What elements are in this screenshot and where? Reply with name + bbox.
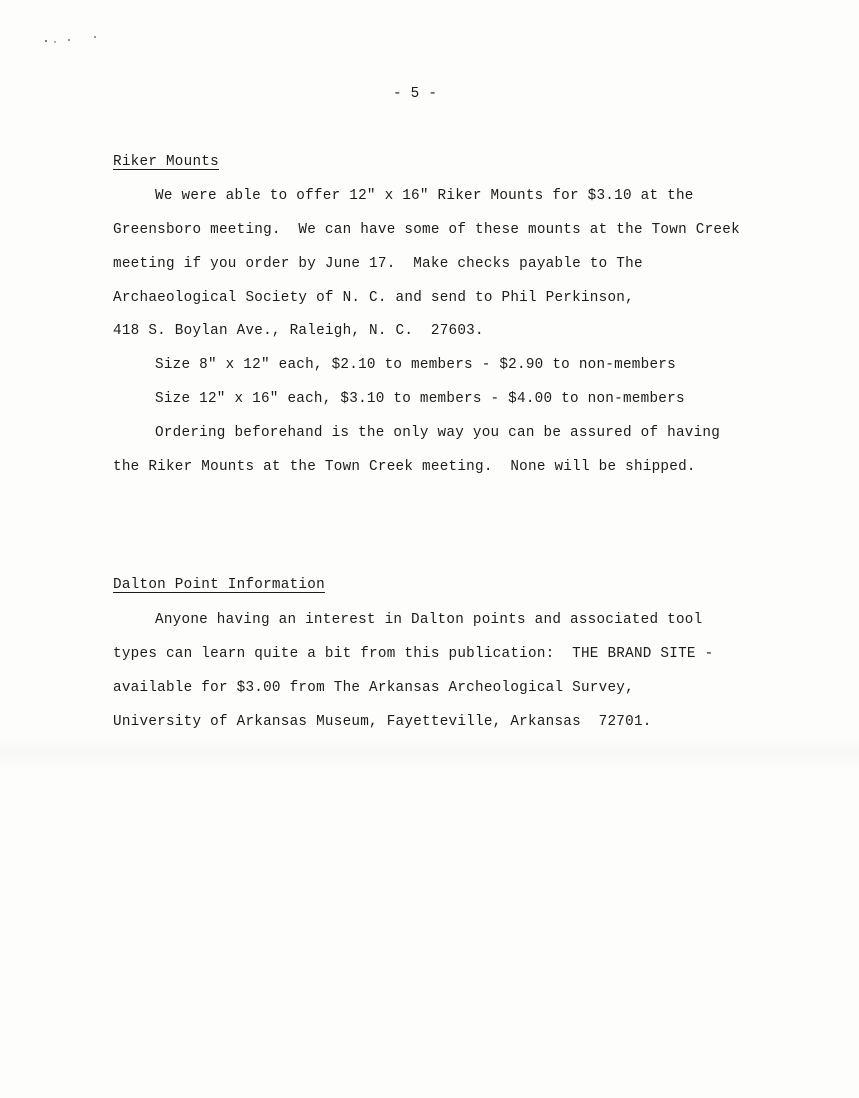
paragraph-line: meeting if you order by June 17. Make checks payable to The <box>113 256 643 272</box>
paper-fold-shadow <box>0 738 859 768</box>
paragraph-line: types can learn quite a bit from this publication: THE BRAND SITE - <box>113 646 714 662</box>
section-heading-riker-mounts: Riker Mounts <box>113 154 219 170</box>
paragraph-line: 418 S. Boylan Ave., Raleigh, N. C. 27603. <box>113 323 484 339</box>
paragraph-line: the Riker Mounts at the Town Creek meeting. None will be shipped. <box>113 459 696 475</box>
paragraph-line: available for $3.00 from The Arkansas Archeological Survey, <box>113 680 634 696</box>
paper-specks <box>40 28 110 48</box>
paragraph-line: University of Arkansas Museum, Fayetteville, Arkansas 72701. <box>113 714 652 730</box>
section-heading-dalton-point: Dalton Point Information <box>113 577 325 593</box>
price-line: Size 12" x 16" each, $3.10 to members - $4.00 to non-members <box>155 391 685 407</box>
page-number: - 5 - <box>393 86 438 102</box>
paragraph-line: Archaeological Society of N. C. and send to Phil Perkinson, <box>113 290 634 306</box>
paragraph-line: Ordering beforehand is the only way you can be assured of having <box>155 425 721 441</box>
paragraph-line: We were able to offer 12" x 16" Riker Mounts for $3.10 at the <box>155 188 694 204</box>
paragraph-line: Anyone having an interest in Dalton points and associated tool <box>155 612 703 628</box>
paragraph-line: Greensboro meeting. We can have some of these mounts at the Town Creek <box>113 222 740 238</box>
price-line: Size 8" x 12" each, $2.10 to members - $2.90 to non-members <box>155 357 676 373</box>
